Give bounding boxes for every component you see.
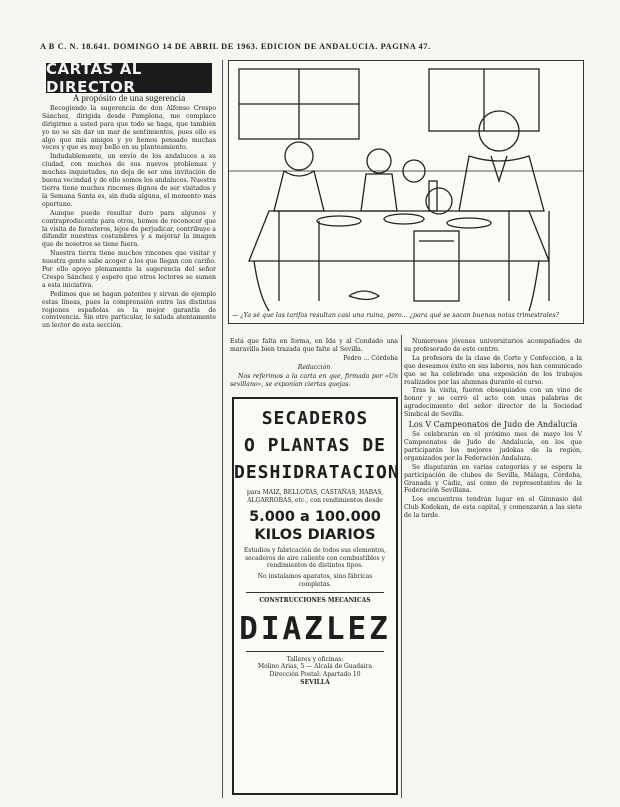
article-paragraph: Indudablemente, un envío de los andaluces a su ciudad, con muchos de sus nuevos problemas y muchas inquietudes, no deja de ser una invitación de buena vecindad y de ello somos los andaluces. Nuestra tierra tiene muchos rincones dignos de ser visitados y la Semana Santa es, sin duda alguna, el momento más oportuno. [42, 153, 216, 208]
ad-rule [246, 592, 384, 593]
article-paragraph: Numerosos jóvenes universitarios acompañados de su profesorado de este centro. [404, 338, 582, 353]
letter-signature: Pedro ... Córdoba [343, 354, 398, 362]
ad-headline-line: SECADEROS [261, 408, 369, 429]
ad-capacity-unit: KILOS DIARIOS [254, 527, 376, 544]
article-paragraph: Se celebrarán en el próximo mes de mayo los V Campeonatos de Judo de Andalucía, en los que participarán los mejores judokas de la región, organizados por la Federación Andaluza. [404, 431, 582, 462]
article-paragraph: Nuestra tierra tiene muchos rincones que visitar y nuestra gente sabe acoger a los que llegan con cariño. Por ello apoyo plenamente la sugerencia del señor Crespo Sánchez y espero que otros lectores se sumen a esta iniciativa. [42, 250, 216, 289]
article-paragraph: La profesora de la clase de Corte y Confección, a la que deseamos éxito en sus labores, nos han comunicado que se ha celebrado una exposición de los trabajos realizados por las alumnas durante el curso. [404, 354, 582, 386]
ad-headline [234, 405, 400, 486]
cartoon-illustration [228, 60, 584, 324]
advertisement-box [232, 397, 398, 795]
ad-capacity [234, 508, 396, 544]
redaccion-label: Redacción [297, 363, 331, 371]
section-title-judo: Los V Campeonatos de Judo de Andalucía [408, 420, 578, 430]
ad-headline-line: O PLANTAS DE [243, 435, 387, 456]
redaccion-note: Nos referimos a la carta en que, firmada por «Un sevillano», se exponían ciertas quejas. [230, 372, 398, 388]
article-title: A propósito de una sugerencia [72, 94, 186, 104]
article-column-2 [230, 338, 398, 389]
article-paragraph: Pedimos que se hagan patentes y sirvan de ejemplo estas líneas, pues la comprensión entre las distintas regiones españolas es la mejor garantía de convivencia. Sin otro particular, le saluda atentamente un lector de esta sección. [42, 290, 216, 330]
column-divider [401, 335, 402, 798]
ad-maker-label: CONSTRUCCIONES MECANICAS [259, 597, 371, 605]
ad-address-line: Talleres y oficinas: [286, 655, 344, 663]
article-column-1 [42, 94, 216, 798]
ad-description: Estudios y fabricación de todos sus elementos, secaderos de aire caliente con combustibles y rendimientos de distintos tipos. [243, 547, 387, 570]
article-paragraph: Se disputarán en varias categorías y se espera la participación de clubes de Sevilla, Málaga, Córdoba, Granada y Cádiz, así como de representantes de la Federación Sevillana. [404, 463, 582, 495]
section-banner: CARTAS AL DIRECTOR [46, 63, 212, 93]
column-divider [222, 60, 223, 798]
ad-headline-line: DESHIDRATACION [234, 462, 400, 483]
article-paragraph: Aunque puede resultar duro para algunos y contraproducente para otros, hemos de reconocer que la visita de forasteros, lejos de perjudicar, contribuye a difundir nuestras costumbres y a mejorar la imagen que de nosotros se tiene fuera. [42, 209, 216, 249]
article-paragraph: Recogiendo la sugerencia de don Alfonso Crespo Sánchez, dirigida desde Pamplona, me complace dirigirme a usted para que todo se haga, que también yo no se sin dar un mar de sentimientos, pues ello es algo que mis amigos y yo hemos pensado muchas veces y que es muy bello en su planteamiento. [42, 104, 216, 152]
ad-rule [246, 651, 384, 652]
ad-address-line: Molino Arias, 5 — Alcalá de Guadaira [257, 663, 373, 671]
cartoon-caption: — ¿Ya sé que las tarifas resultan casi una ruina, pero... ¿para qué se sacan buenas notas trimestrales? [232, 312, 559, 319]
ad-address-city: SEVILLA [300, 678, 330, 686]
ad-note: No instalamos aparatos, sino fábricas completas. [257, 572, 373, 588]
letter-ending: Está que falta en forma, en Ida y al Condado una maravilla bien trazada que falte al Sevilla. [230, 338, 398, 353]
ad-brand: DIAZLEZ [239, 610, 391, 647]
ad-address [242, 656, 388, 686]
ad-products: para MAIZ, BELLOTAS, CASTAÑAS, HABAS, ALGARROBAS, etc., con rendimientos desde [246, 489, 384, 504]
article-paragraph: Los encuentros tendrán lugar en el Gimnasio del Club Kodokan, de esta capital, y comenzarán a las siete de la tarde. [404, 496, 582, 520]
ad-capacity-range: 5.000 a 100.000 [249, 509, 381, 526]
page-header: A B C. N. 18.641. DOMINGO 14 DE ABRIL DE 1963. EDICION DE ANDALUCIA. PAGINA 47. [40, 42, 431, 51]
ad-address-line: Dirección Postal: Apartado 10 [269, 670, 361, 678]
family-dinner-drawing [229, 61, 583, 323]
article-paragraph: Tras la visita, fueron obsequiados con un vino de honor y se cerró el acto con unas palabras de agradecimiento del señor director de la Sociedad Sindical de Sevilla. [404, 387, 582, 419]
article-column-3 [404, 338, 582, 798]
